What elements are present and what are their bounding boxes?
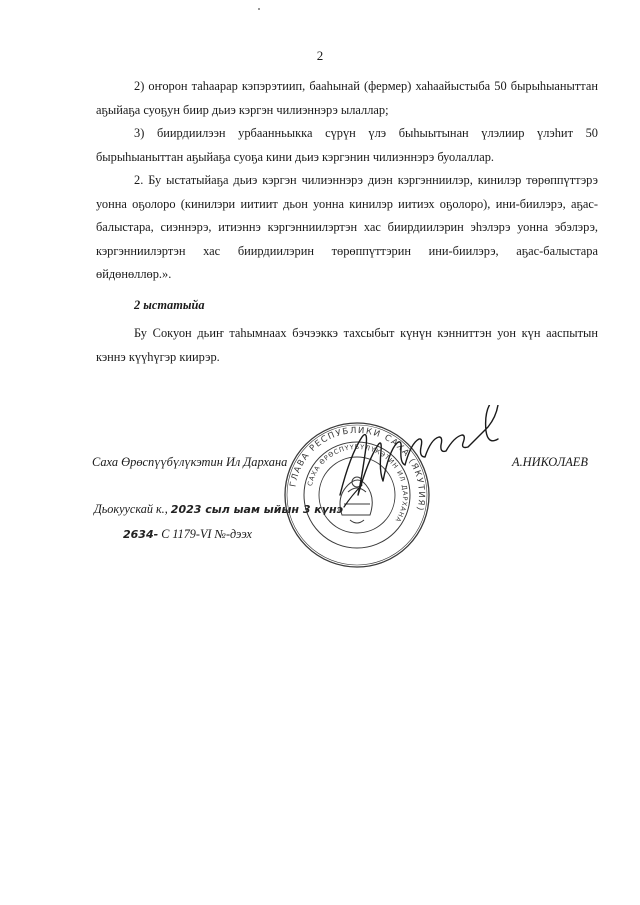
- law-number-line: [123, 527, 252, 542]
- paragraph-text: 3) биирдиилээн урбаанньыкка сүрүн үлэ быһыытынан үлэлиир үлэһит 50 бырыһыаныттан аҕыйаҕа суоҕа кини дьиэ кэргэнин чилиэннэрэ буолаллар.: [96, 126, 598, 164]
- handwritten-date: 2023 сыл ыам ыйын 3 күнэ: [170, 503, 344, 516]
- handwritten-number: 2634-: [123, 528, 159, 541]
- paragraph-text: 2. Бу ыстатыйаҕа дьиэ кэргэн чилиэннэрэ диэн кэргэнниилэр, кинилэр төрөппүттэрэ уонна оҕолоро (кинилэри иитиит дьон уонна кинилэр иитиэх оҕолоро), ини-биилэрэ, аҕас-балыстара, сиэннэрэ, итиэннэ кэргэнниилэртэн хас биирдиилэрин эһэлэрэ уонна эбэлэрэ, кэргэнниилэртэн хас биирдиилэрин төрөппүттэрин ини-биилэрэ, аҕас-балыстара өйдөнөллөр.».: [96, 173, 598, 282]
- paragraph-item-2: [96, 75, 598, 122]
- signature-image: [330, 405, 510, 515]
- page-number: 2: [316, 48, 324, 63]
- paragraph-text: 2) оҥорон таһаарар кэпэрэтиип, бааһынай (фермер) хаһаайыстыба 50 бырыһыаныттан аҕыйаҕа суоҕун биир дьиэ кэргэн чилиэннэрэ ылаллар;: [96, 79, 598, 117]
- paragraph-article-2: [96, 322, 598, 369]
- seal-outer-text: ГЛАВА РЕСПУБЛИКИ САХА (ЯКУТИЯ): [288, 425, 427, 513]
- signatory-title: Саха Өрөспүүбүлүкэтин Ил Дархана: [92, 455, 288, 469]
- place-date-line: [94, 502, 343, 517]
- place-label: Дьокуускай к.,: [94, 502, 168, 516]
- article-heading: 2 ыстатыйа: [134, 298, 205, 312]
- paragraph-section-2: [96, 169, 598, 287]
- law-number-suffix: С 1179-VI №-дээх: [161, 527, 252, 541]
- signatory-name: А.НИКОЛАЕВ: [512, 455, 588, 469]
- paragraph-item-3: [96, 122, 598, 169]
- seal-inner-text: САХА ӨРӨСПҮҮБҮЛҮКЭТИН ИЛ ДАРХАНА: [305, 442, 410, 525]
- paragraph-text: Бу Сокуон дьиҥ таһымнаах бэчээккэ тахсыбыт күнүн кэнниттэн уон күн ааспытын кэннэ күүһүгэр киирэр.: [96, 326, 598, 364]
- scan-speck: [258, 8, 260, 10]
